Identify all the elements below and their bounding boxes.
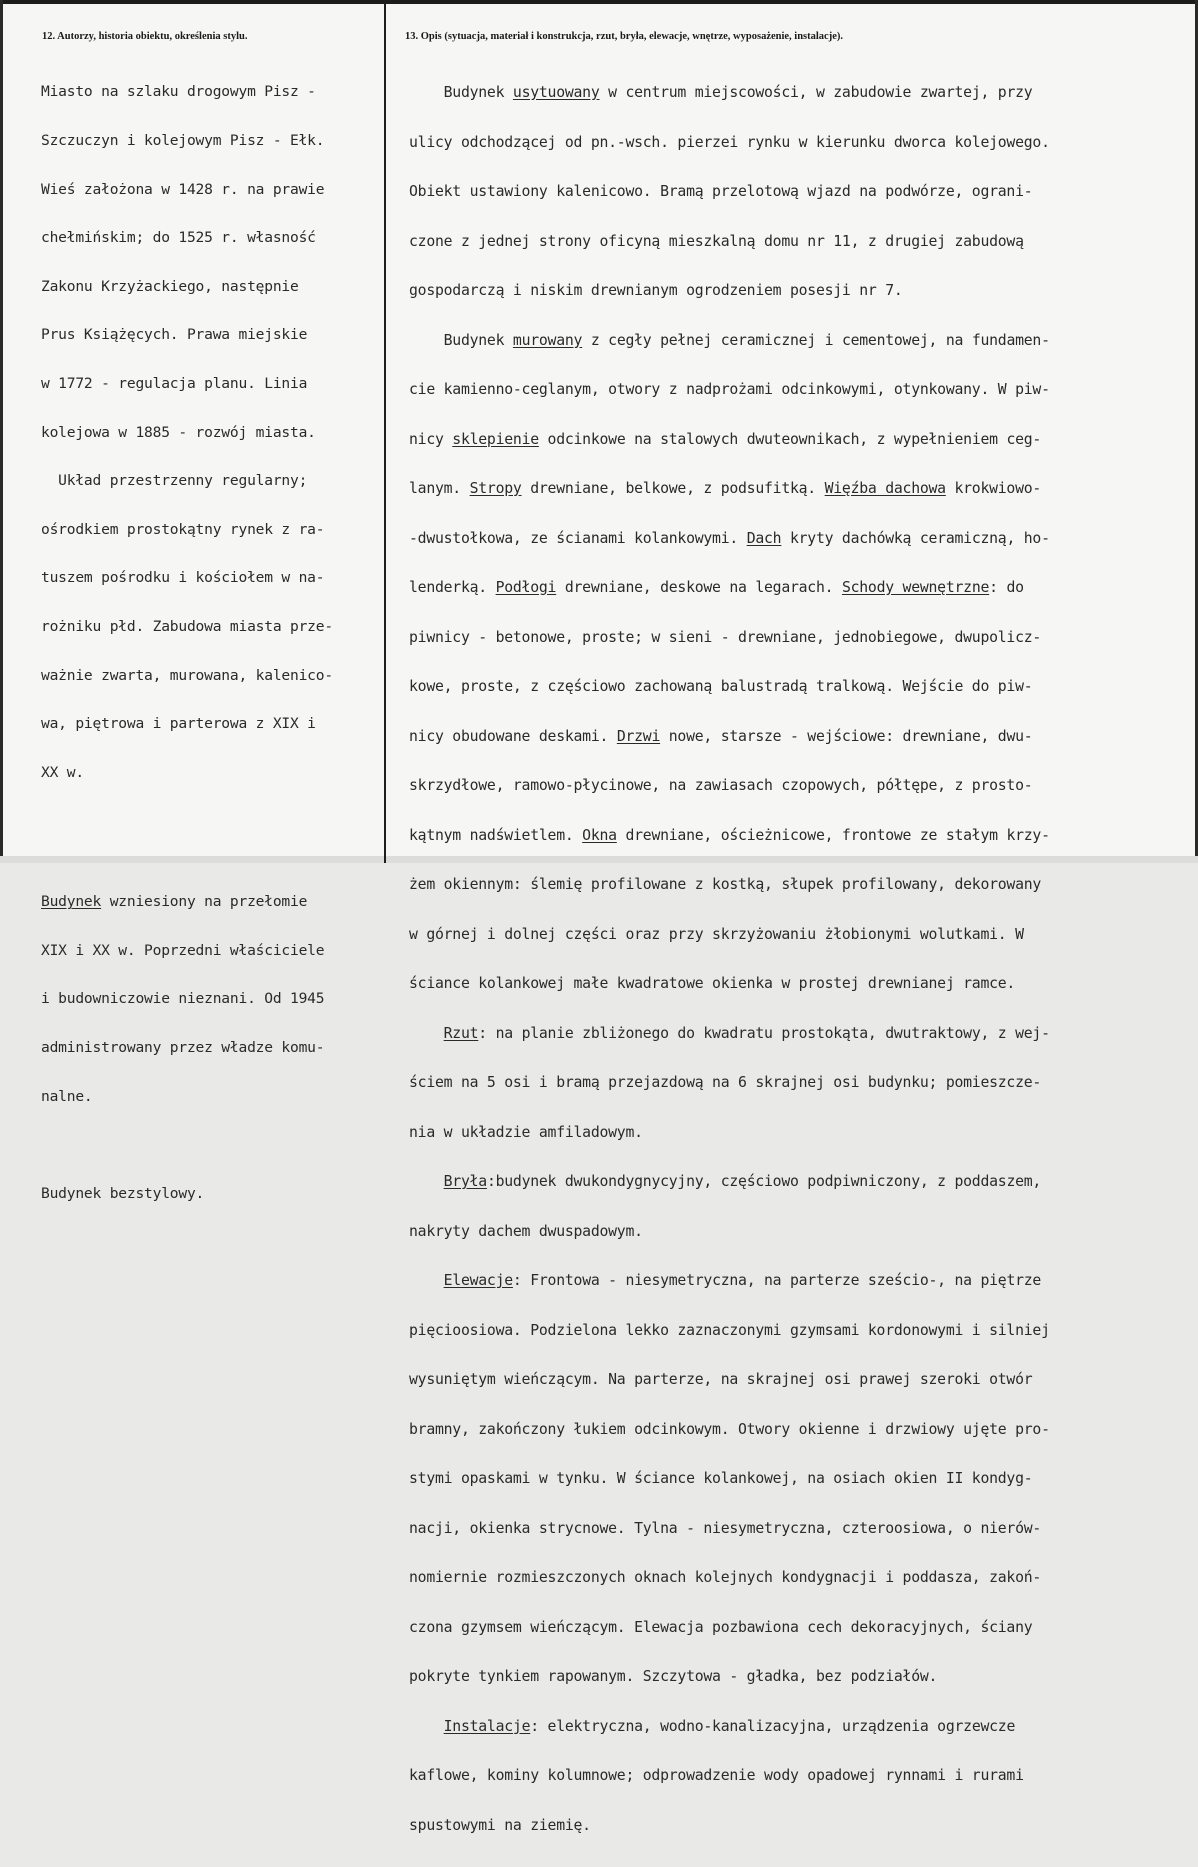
desc-line: Instalacje: elektryczna, wodno-kanalizacyjna, urządzenia ogrzewcze — [443, 1717, 1016, 1735]
keyword-bryla: Bryła — [443, 1173, 487, 1190]
desc-line: Budynek murowany z cegły pełnej ceramicznej i cementowej, na fundamen- — [409, 331, 1050, 349]
history-line: w 1772 - regulacja planu. Linia — [41, 374, 308, 392]
desc-line: ściem na 5 osi i bramą przejazdową na 6 skrajnej osi budynku; pomieszcze- — [409, 1074, 1042, 1091]
history-line: Zakonu Krzyżackiego, następnie — [41, 277, 299, 295]
desc-line: spustowymi na ziemię. — [409, 1816, 591, 1834]
desc-line: stymi opaskami w tynku. W ściance kolankowej, na osiach okien II kondyg- — [409, 1470, 1033, 1487]
authors-line: XIX i XX w. Poprzedni właściciele — [41, 941, 325, 959]
section-12-header: 12. Autorzy, historia obiektu, określenia stylu. — [42, 31, 248, 42]
keyword-rzut: Rzut — [443, 1024, 479, 1042]
keyword-schody: Schody wewnętrzne — [841, 579, 990, 596]
desc-line: Budynek usytuowany w centrum miejscowości, w zabudowie zwartej, przy — [409, 84, 1033, 101]
history-line: chełmińskim; do 1525 r. własność — [41, 229, 316, 247]
column-divider — [384, 0, 386, 863]
top-border — [0, 0, 1198, 4]
desc-line: nacji, okienka strycnowe. Tylna - niesymetryczna, czteroosiowa, o nierów- — [409, 1519, 1042, 1537]
desc-line: Obiekt ustawiony kalenicowo. Bramą przelotową wjazd na podwórze, ograni- — [409, 183, 1033, 200]
desc-line: nomiernie rozmieszczonych oknach kolejnych kondygnacji i poddasza, zakoń- — [409, 1569, 1042, 1586]
desc-line: nicy sklepienie odcinkowe na stalowych dwuteownikach, z wypełnieniem ceg- — [409, 430, 1042, 448]
desc-line: czone z jednej strony oficyną mieszkalną domu nr 11, z drugiej zabudową — [409, 232, 1024, 250]
history-line: Prus Książęcych. Prawa miejskie — [41, 326, 308, 344]
desc-line: kaflowe, kominy kolumnowe; odprowadzenie wody opadowej rynnami i rurami — [409, 1767, 1024, 1784]
history-line: Układ przestrzenny regularny; — [41, 472, 308, 490]
keyword-wiezba: Więźba dachowa — [824, 480, 946, 497]
desc-line: pokryte tynkiem rapowanym. Szczytowa - gładka, bez podziałów. — [409, 1668, 938, 1685]
desc-line: czona gzymsem wieńczącym. Elewacja pozbawiona cech dekoracyjnych, ściany — [409, 1618, 1033, 1636]
style-line: Budynek bezstylowy. — [41, 1184, 205, 1202]
history-line: Szczuczyn i kolejowym Pisz - Ełk. — [41, 132, 325, 149]
keyword-okna: Okna — [582, 826, 617, 844]
desc-line: cie kamienno-ceglanym, otwory z nadprożami odcinkowymi, otynkowany. W piw- — [409, 381, 1050, 398]
authors-line: Budynek wzniesiony na przełomie — [41, 893, 308, 911]
history-line: rożniku płd. Zabudowa miasta prze- — [41, 617, 333, 635]
desc-line: gospodarczą i niskim drewnianym ogrodzeniem posesji nr 7. — [409, 282, 903, 299]
keyword-elewacje: Elewacje — [443, 1272, 513, 1289]
history-line: tuszem pośrodku i kościołem w na- — [41, 569, 325, 587]
history-line: ośrodkiem prostokątny rynek z ra- — [41, 520, 325, 538]
keyword-murowany: murowany — [512, 331, 583, 349]
desc-line: Rzut: na planie zbliżonego do kwadratu prostokąta, dwutraktowy, z wej- — [443, 1024, 1050, 1042]
keyword-podlogi: Podłogi — [495, 579, 557, 596]
desc-line: piwnicy - betonowe, proste; w sieni - drewniane, jednobiegowe, dwupolicz- — [409, 628, 1042, 646]
desc-line: lanym. Stropy drewniane, belkowe, z podsufitką. Więźba dachowa krokwiowo- — [409, 480, 1042, 497]
keyword-sklepienie: sklepienie — [452, 430, 539, 448]
desc-line: lenderką. Podłogi drewniane, deskowe na legarach. Schody wewnętrzne: do — [409, 579, 1024, 596]
keyword-stropy: Stropy — [469, 480, 522, 497]
authors-line: nalne. — [41, 1087, 93, 1105]
desc-line: pięcioosiowa. Podzielona lekko zaznaczonymi gzymsami kordonowymi i silniej — [409, 1321, 1050, 1339]
section-13-header: 13. Opis (sytuacja, materiał i konstrukcja, rzut, bryła, elewacje, wnętrze, wyposażenie, instalacje). — [405, 31, 844, 42]
desc-line: nia w układzie amfiladowym. — [409, 1123, 643, 1141]
keyword-usytuowany: usytuowany — [512, 84, 600, 101]
desc-line: nicy obudowane deskami. Drzwi nowe, starsze - wejściowe: drewniane, dwu- — [409, 727, 1033, 745]
history-line: ważnie zwarta, murowana, kalenico- — [41, 666, 333, 684]
desc-line: nakryty dachem dwuspadowym. — [409, 1222, 643, 1240]
authors-line: administrowany przez władze komu- — [41, 1039, 325, 1057]
desc-line: kowe, proste, z częściowo zachowaną balustradą tralkową. Wejście do piw- — [409, 678, 1033, 695]
left-border — [0, 0, 3, 863]
history-column — [41, 52, 371, 1234]
desc-line: bramny, zakończony łukiem odcinkowym. Otwory okienne i drzwiowy ujęte pro- — [409, 1420, 1050, 1438]
desc-line: w górnej i dolnej części oraz przy skrzyżowaniu żłobionymi wolutkami. W — [409, 925, 1024, 943]
desc-line: Bryła:budynek dwukondygnycyjny, częściowo podpiwniczony, z poddaszem, — [443, 1173, 1042, 1190]
history-line: wa, piętrowa i parterowa z XIX i — [41, 715, 316, 733]
description-column — [409, 52, 1139, 1867]
history-line: Wieś założona w 1428 r. na prawie — [41, 180, 325, 198]
desc-line: ulicy odchodzącej od pn.-wsch. pierzei rynku w kierunku dworca kolejowego. — [409, 133, 1050, 151]
desc-line: skrzydłowe, ramowo-płycinowe, na zawiasach czopowych, półtępe, z prosto- — [409, 777, 1033, 794]
desc-line: żem okiennym: ślemię profilowane z kostką, słupek profilowany, dekorowany — [409, 876, 1042, 893]
keyword-drzwi: Drzwi — [616, 727, 661, 745]
desc-line: wysuniętym wieńczącym. Na parterze, na skrajnej osi prawej szeroki otwór — [409, 1371, 1033, 1388]
desc-line: Elewacje: Frontowa - niesymetryczna, na parterze sześcio-, na piętrze — [443, 1272, 1042, 1289]
history-line: Miasto na szlaku drogowym Pisz - — [41, 83, 316, 101]
authors-line: i budowniczowie nieznani. Od 1945 — [41, 990, 325, 1008]
history-line: XX w. — [41, 763, 84, 781]
desc-line: ściance kolankowej małe kwadratowe okienka w prostej drewnianej ramce. — [409, 975, 1016, 992]
history-line: kolejowa w 1885 - rozwój miasta. — [41, 423, 316, 441]
keyword-budynek: Budynek — [41, 893, 102, 911]
desc-line: -dwustołkowa, ze ścianami kolankowymi. Dach kryty dachówką ceramiczną, ho- — [409, 529, 1050, 547]
desc-line: kątnym nadświetlem. Okna drewniane, ościeżnicowe, frontowe ze stałym krzy- — [409, 826, 1050, 844]
keyword-instalacje: Instalacje — [443, 1717, 531, 1735]
keyword-dach: Dach — [746, 529, 782, 547]
